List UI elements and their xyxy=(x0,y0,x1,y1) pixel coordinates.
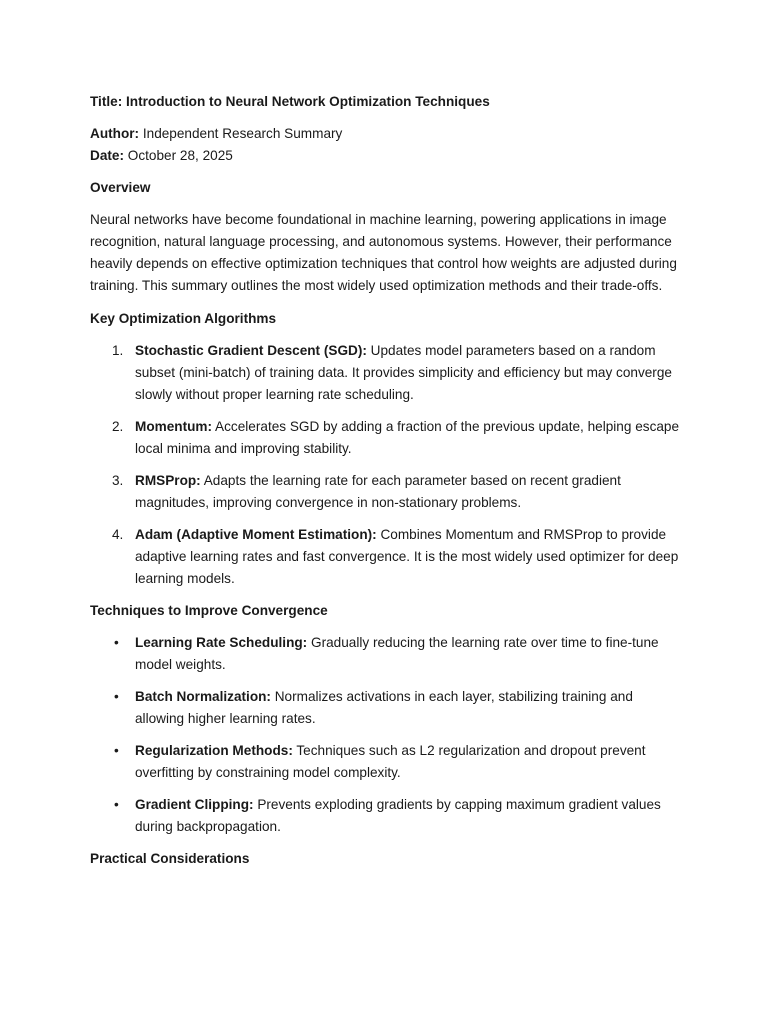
overview-heading: Overview xyxy=(90,180,151,195)
item-lead: Regularization Methods: xyxy=(135,743,293,758)
item-lead: Momentum: xyxy=(135,419,213,434)
techniques-list xyxy=(90,632,682,838)
item-text: Adapts the learning rate for each parameter based on recent gradient magnitudes, improving convergence in non-stationary problems. xyxy=(135,473,621,510)
bullet-icon: • xyxy=(114,635,119,650)
item-lead: Gradient Clipping: xyxy=(135,797,254,812)
document-page xyxy=(90,91,682,880)
document-meta xyxy=(90,123,682,167)
item-text: Combines Momentum and RMSProp to provide adaptive learning rates and fast convergence. It is the most widely used optimizer for deep learning models. xyxy=(135,527,679,586)
date-line xyxy=(90,145,682,167)
item-text: Accelerates SGD by adding a fraction of the previous update, helping escape local minima and improving stability. xyxy=(135,419,680,456)
bullet-icon: • xyxy=(114,797,119,812)
list-item xyxy=(90,470,682,514)
list-number: 4. xyxy=(112,527,124,542)
list-number: 2. xyxy=(112,419,124,434)
list-number: 3. xyxy=(112,473,124,488)
item-text: Gradually reducing the learning rate over time to fine-tune model weights. xyxy=(135,635,659,672)
overview-paragraph: Neural networks have become foundational in machine learning, powering applications in image recognition, natural language processing, and autonomous systems. However, their performance heavily depends on effective optimization techniques that control how weights are adjusted during training. This summary outlines the most widely used optimization methods and their trade-offs. xyxy=(90,212,677,293)
item-lead: Batch Normalization: xyxy=(135,689,271,704)
date-value: October 28, 2025 xyxy=(124,148,233,163)
list-number: 1. xyxy=(112,343,124,358)
date-label: Date: xyxy=(90,148,124,163)
algorithms-heading: Key Optimization Algorithms xyxy=(90,311,277,326)
author-label: Author: xyxy=(90,126,140,141)
list-item xyxy=(90,340,682,406)
list-item xyxy=(90,794,682,838)
document-title: Title: Introduction to Neural Network Optimization Techniques xyxy=(90,94,490,109)
bullet-icon: • xyxy=(114,689,119,704)
practical-heading: Practical Considerations xyxy=(90,851,250,866)
list-item xyxy=(90,416,682,460)
item-lead: Adam (Adaptive Moment Estimation): xyxy=(135,527,377,542)
convergence-heading: Techniques to Improve Convergence xyxy=(90,603,328,618)
item-text: Prevents exploding gradients by capping maximum gradient values during backpropagation. xyxy=(135,797,661,834)
list-item xyxy=(90,524,682,590)
item-lead: Learning Rate Scheduling: xyxy=(135,635,308,650)
item-lead: RMSProp: xyxy=(135,473,201,488)
list-item xyxy=(90,740,682,784)
author-value: Independent Research Summary xyxy=(139,126,343,141)
item-lead: Stochastic Gradient Descent (SGD): xyxy=(135,343,367,358)
bullet-icon: • xyxy=(114,743,119,758)
item-text: Normalizes activations in each layer, stabilizing training and allowing higher learning rates. xyxy=(135,689,633,726)
item-text: Updates model parameters based on a random subset (mini-batch) of training data. It provides simplicity and efficiency but may converge slowly without proper learning rate scheduling. xyxy=(135,343,672,402)
item-text: Techniques such as L2 regularization and dropout prevent overfitting by constraining model complexity. xyxy=(135,743,646,780)
algorithms-list xyxy=(90,340,682,590)
list-item xyxy=(90,686,682,730)
list-item xyxy=(90,632,682,676)
author-line xyxy=(90,123,682,145)
